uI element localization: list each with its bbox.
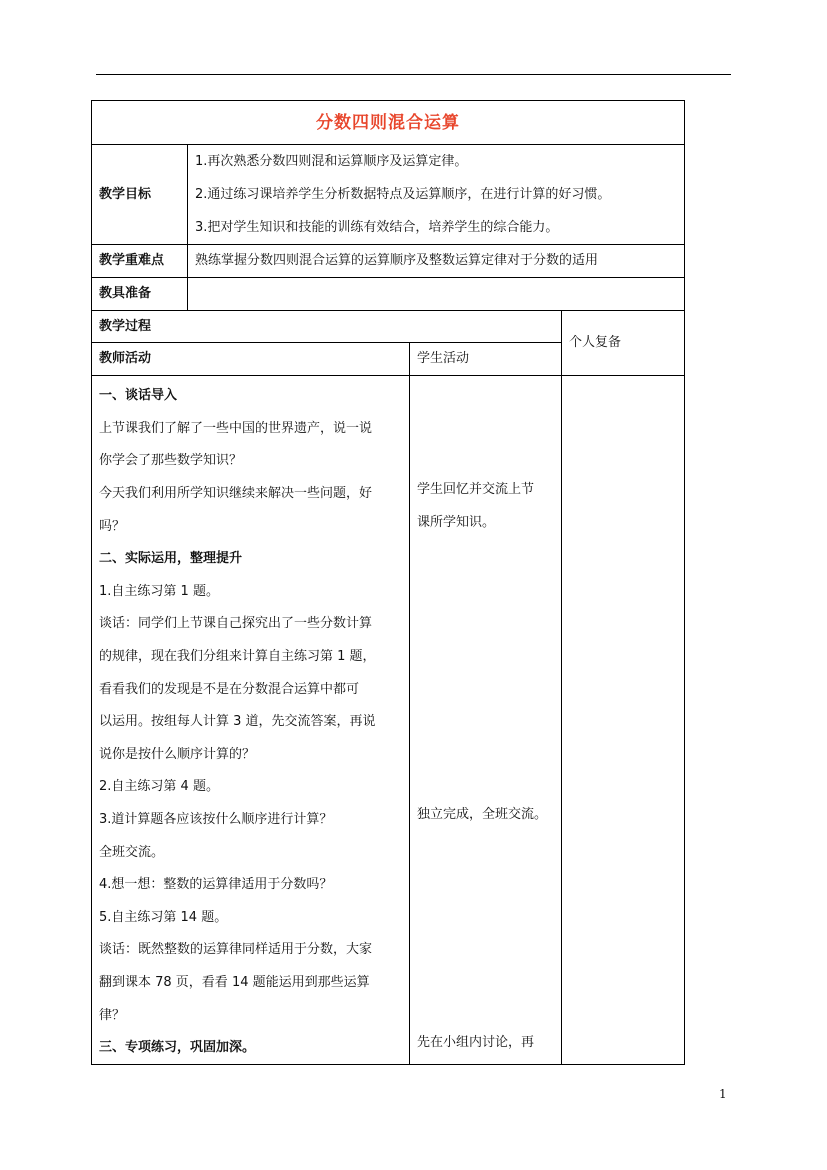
teacher-line: 1.自主练习第 1 题。	[99, 583, 219, 599]
section-heading: 三、专项练习，巩固加深。	[99, 1040, 256, 1056]
lesson-plan-table	[91, 100, 685, 1065]
personal-review-label: 个人复备	[562, 311, 685, 376]
teacher-line: 上节课我们了解了一些中国的世界遗产，说一说	[99, 420, 373, 436]
page-number: 1	[719, 1087, 727, 1101]
goals-content	[188, 145, 685, 245]
student-activity-cell	[410, 376, 562, 1065]
teacher-activity-header: 教师活动	[92, 343, 410, 376]
student-activity-header: 学生活动	[410, 343, 562, 376]
teacher-line: 3.道计算题各应该按什么顺序进行计算？	[99, 812, 333, 828]
teacher-line: 说你是按什么顺序计算的？	[99, 746, 256, 762]
tools-text	[188, 278, 685, 311]
teacher-line: 全班交流。	[99, 844, 165, 860]
key-points-text: 熟练掌握分数四则混合运算的运算顺序及整数运算定律对于分数的适用	[188, 245, 685, 278]
teacher-line: 以运用。按组每人计算 3 道，先交流答案，再说	[99, 714, 376, 730]
goal-item: 3.把对学生知识和技能的训练有效结合，培养学生的综合能力。	[195, 219, 559, 235]
process-label: 教学过程	[92, 311, 562, 343]
student-line: 先在小组内讨论，再	[417, 1035, 535, 1051]
student-line: 课所学知识。	[417, 514, 496, 530]
teacher-line: 5.自主练习第 14 题。	[99, 909, 228, 925]
goals-label: 教学目标	[92, 145, 188, 245]
teacher-line: 吗？	[99, 518, 126, 534]
teacher-line: 看看我们的发现是不是在分数混合运算中都可	[99, 681, 360, 697]
header-rule	[96, 74, 731, 75]
student-note	[417, 799, 557, 832]
teacher-line: 谈话：既然整数的运算律同样适用于分数，大家	[99, 942, 373, 958]
teacher-line: 你学会了那些数学知识？	[99, 453, 243, 469]
goal-item: 1.再次熟悉分数四则混和运算顺序及运算定律。	[195, 153, 468, 169]
student-line: 学生回忆并交流上节	[417, 482, 535, 498]
teacher-line: 的规律，现在我们分组来计算自主练习第 1 题，	[99, 649, 376, 665]
teacher-line: 2.自主练习第 4 题。	[99, 779, 219, 795]
teacher-line: 谈话：同学们上节课自己探究出了一些分数计算	[99, 616, 373, 632]
lesson-title: 分数四则混合运算	[92, 101, 685, 145]
student-note	[417, 474, 557, 539]
personal-review-cell	[562, 376, 685, 1065]
student-note	[417, 1027, 557, 1060]
section-heading: 一、谈话导入	[99, 388, 178, 404]
goal-item: 2.通过练习课培养学生分析数据特点及运算顺序，在进行计算的好习惯。	[195, 186, 611, 202]
teacher-line: 律？	[99, 1007, 126, 1023]
tools-label: 教具准备	[92, 278, 188, 311]
section-heading: 二、实际运用，整理提升	[99, 551, 243, 567]
teacher-line: 翻到课本 78 页，看看 14 题能运用到那些运算	[99, 974, 370, 990]
student-line: 独立完成，全班交流。	[417, 807, 548, 823]
key-points-label: 教学重难点	[92, 245, 188, 278]
teacher-line: 今天我们利用所学知识继续来解决一些问题，好	[99, 486, 373, 502]
teacher-activity-cell	[92, 376, 410, 1065]
teacher-line: 4.想一想：整数的运算律适用于分数吗？	[99, 877, 333, 893]
